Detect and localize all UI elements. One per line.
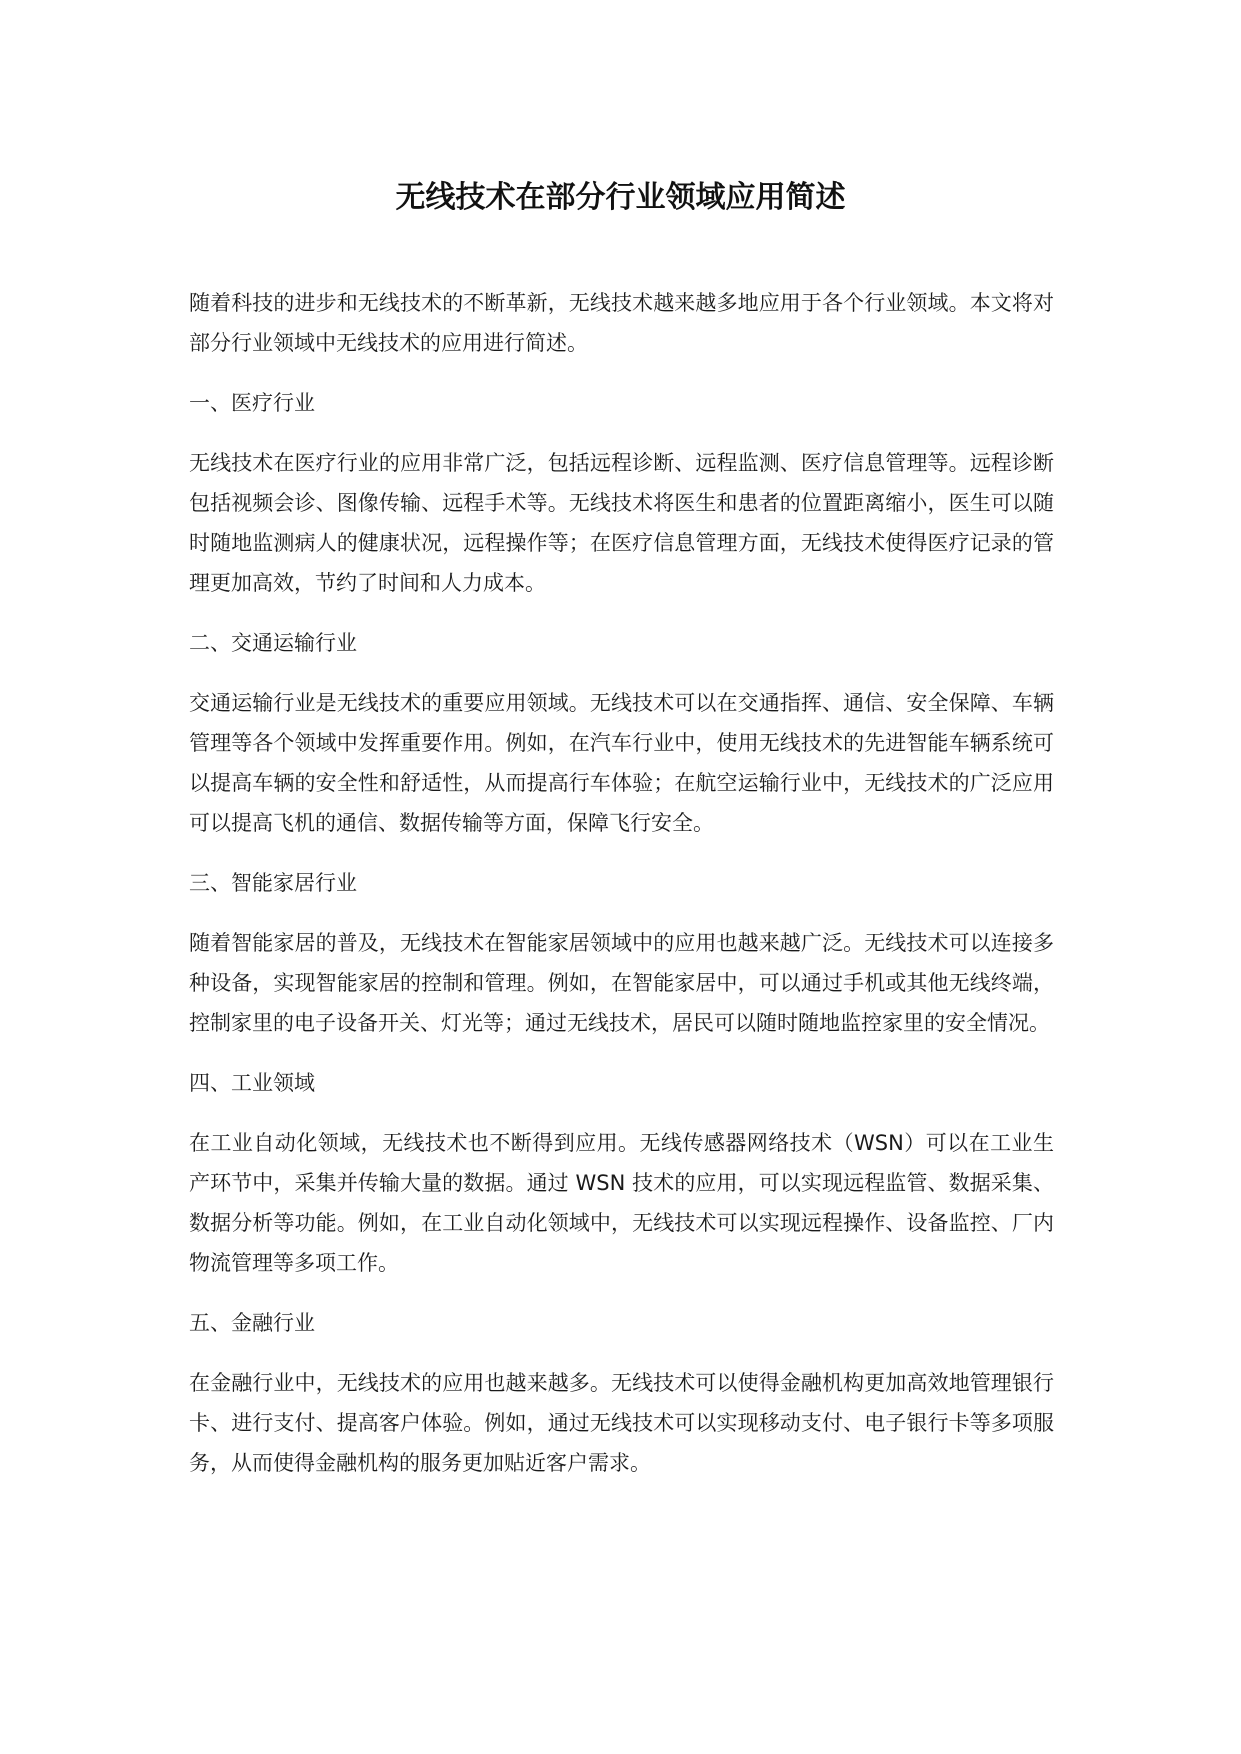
- section-paragraph: 交通运输行业是无线技术的重要应用领域。无线技术可以在交通指挥、通信、安全保障、车辆管理等各个领域中发挥重要作用。例如，在汽车行业中，使用无线技术的先进智能车辆系统可以提高车辆的安全性和舒适性，从而提高行车体验；在航空运输行业中，无线技术的广泛应用可以提高飞机的通信、数据传输等方面，保障飞行安全。: [189, 691, 1054, 835]
- section-industry: [189, 1063, 1054, 1283]
- section-heading: 四、工业领域: [189, 1071, 315, 1095]
- section-paragraph: 在金融行业中，无线技术的应用也越来越多。无线技术可以使得金融机构更加高效地管理银行卡、进行支付、提高客户体验。例如，通过无线技术可以实现移动支付、电子银行卡等多项服务，从而使得金融机构的服务更加贴近客户需求。: [189, 1371, 1054, 1475]
- section-heading: 一、医疗行业: [189, 391, 315, 415]
- section-smart-home: [189, 863, 1054, 1043]
- document-title: 无线技术在部分行业领域应用简述: [395, 180, 846, 215]
- section-paragraph: 在工业自动化领域，无线技术也不断得到应用。无线传感器网络技术（WSN）可以在工业生产环节中，采集并传输大量的数据。通过 WSN 技术的应用，可以实现远程监管、数据采集、数据分析等功能。例如，在工业自动化领域中，无线技术可以实现远程操作、设备监控、厂内物流管理等多项工作。: [189, 1131, 1054, 1275]
- section-finance: [189, 1303, 1054, 1483]
- section-heading: 三、智能家居行业: [189, 871, 357, 895]
- section-heading: 五、金融行业: [189, 1311, 315, 1335]
- section-paragraph: 无线技术在医疗行业的应用非常广泛，包括远程诊断、远程监测、医疗信息管理等。远程诊断包括视频会诊、图像传输、远程手术等。无线技术将医生和患者的位置距离缩小，医生可以随时随地监测病人的健康状况，远程操作等；在医疗信息管理方面，无线技术使得医疗记录的管理更加高效，节约了时间和人力成本。: [189, 451, 1054, 595]
- section-transportation: [189, 623, 1054, 843]
- section-medical: [189, 383, 1054, 603]
- section-heading: 二、交通运输行业: [189, 631, 357, 655]
- document-body: [189, 283, 1054, 1503]
- intro-paragraph: 随着科技的进步和无线技术的不断革新，无线技术越来越多地应用于各个行业领域。本文将对部分行业领域中无线技术的应用进行简述。: [189, 291, 1054, 355]
- section-paragraph: 随着智能家居的普及，无线技术在智能家居领域中的应用也越来越广泛。无线技术可以连接多种设备，实现智能家居的控制和管理。例如，在智能家居中，可以通过手机或其他无线终端，控制家里的电子设备开关、灯光等；通过无线技术，居民可以随时随地监控家里的安全情况。: [189, 931, 1054, 1035]
